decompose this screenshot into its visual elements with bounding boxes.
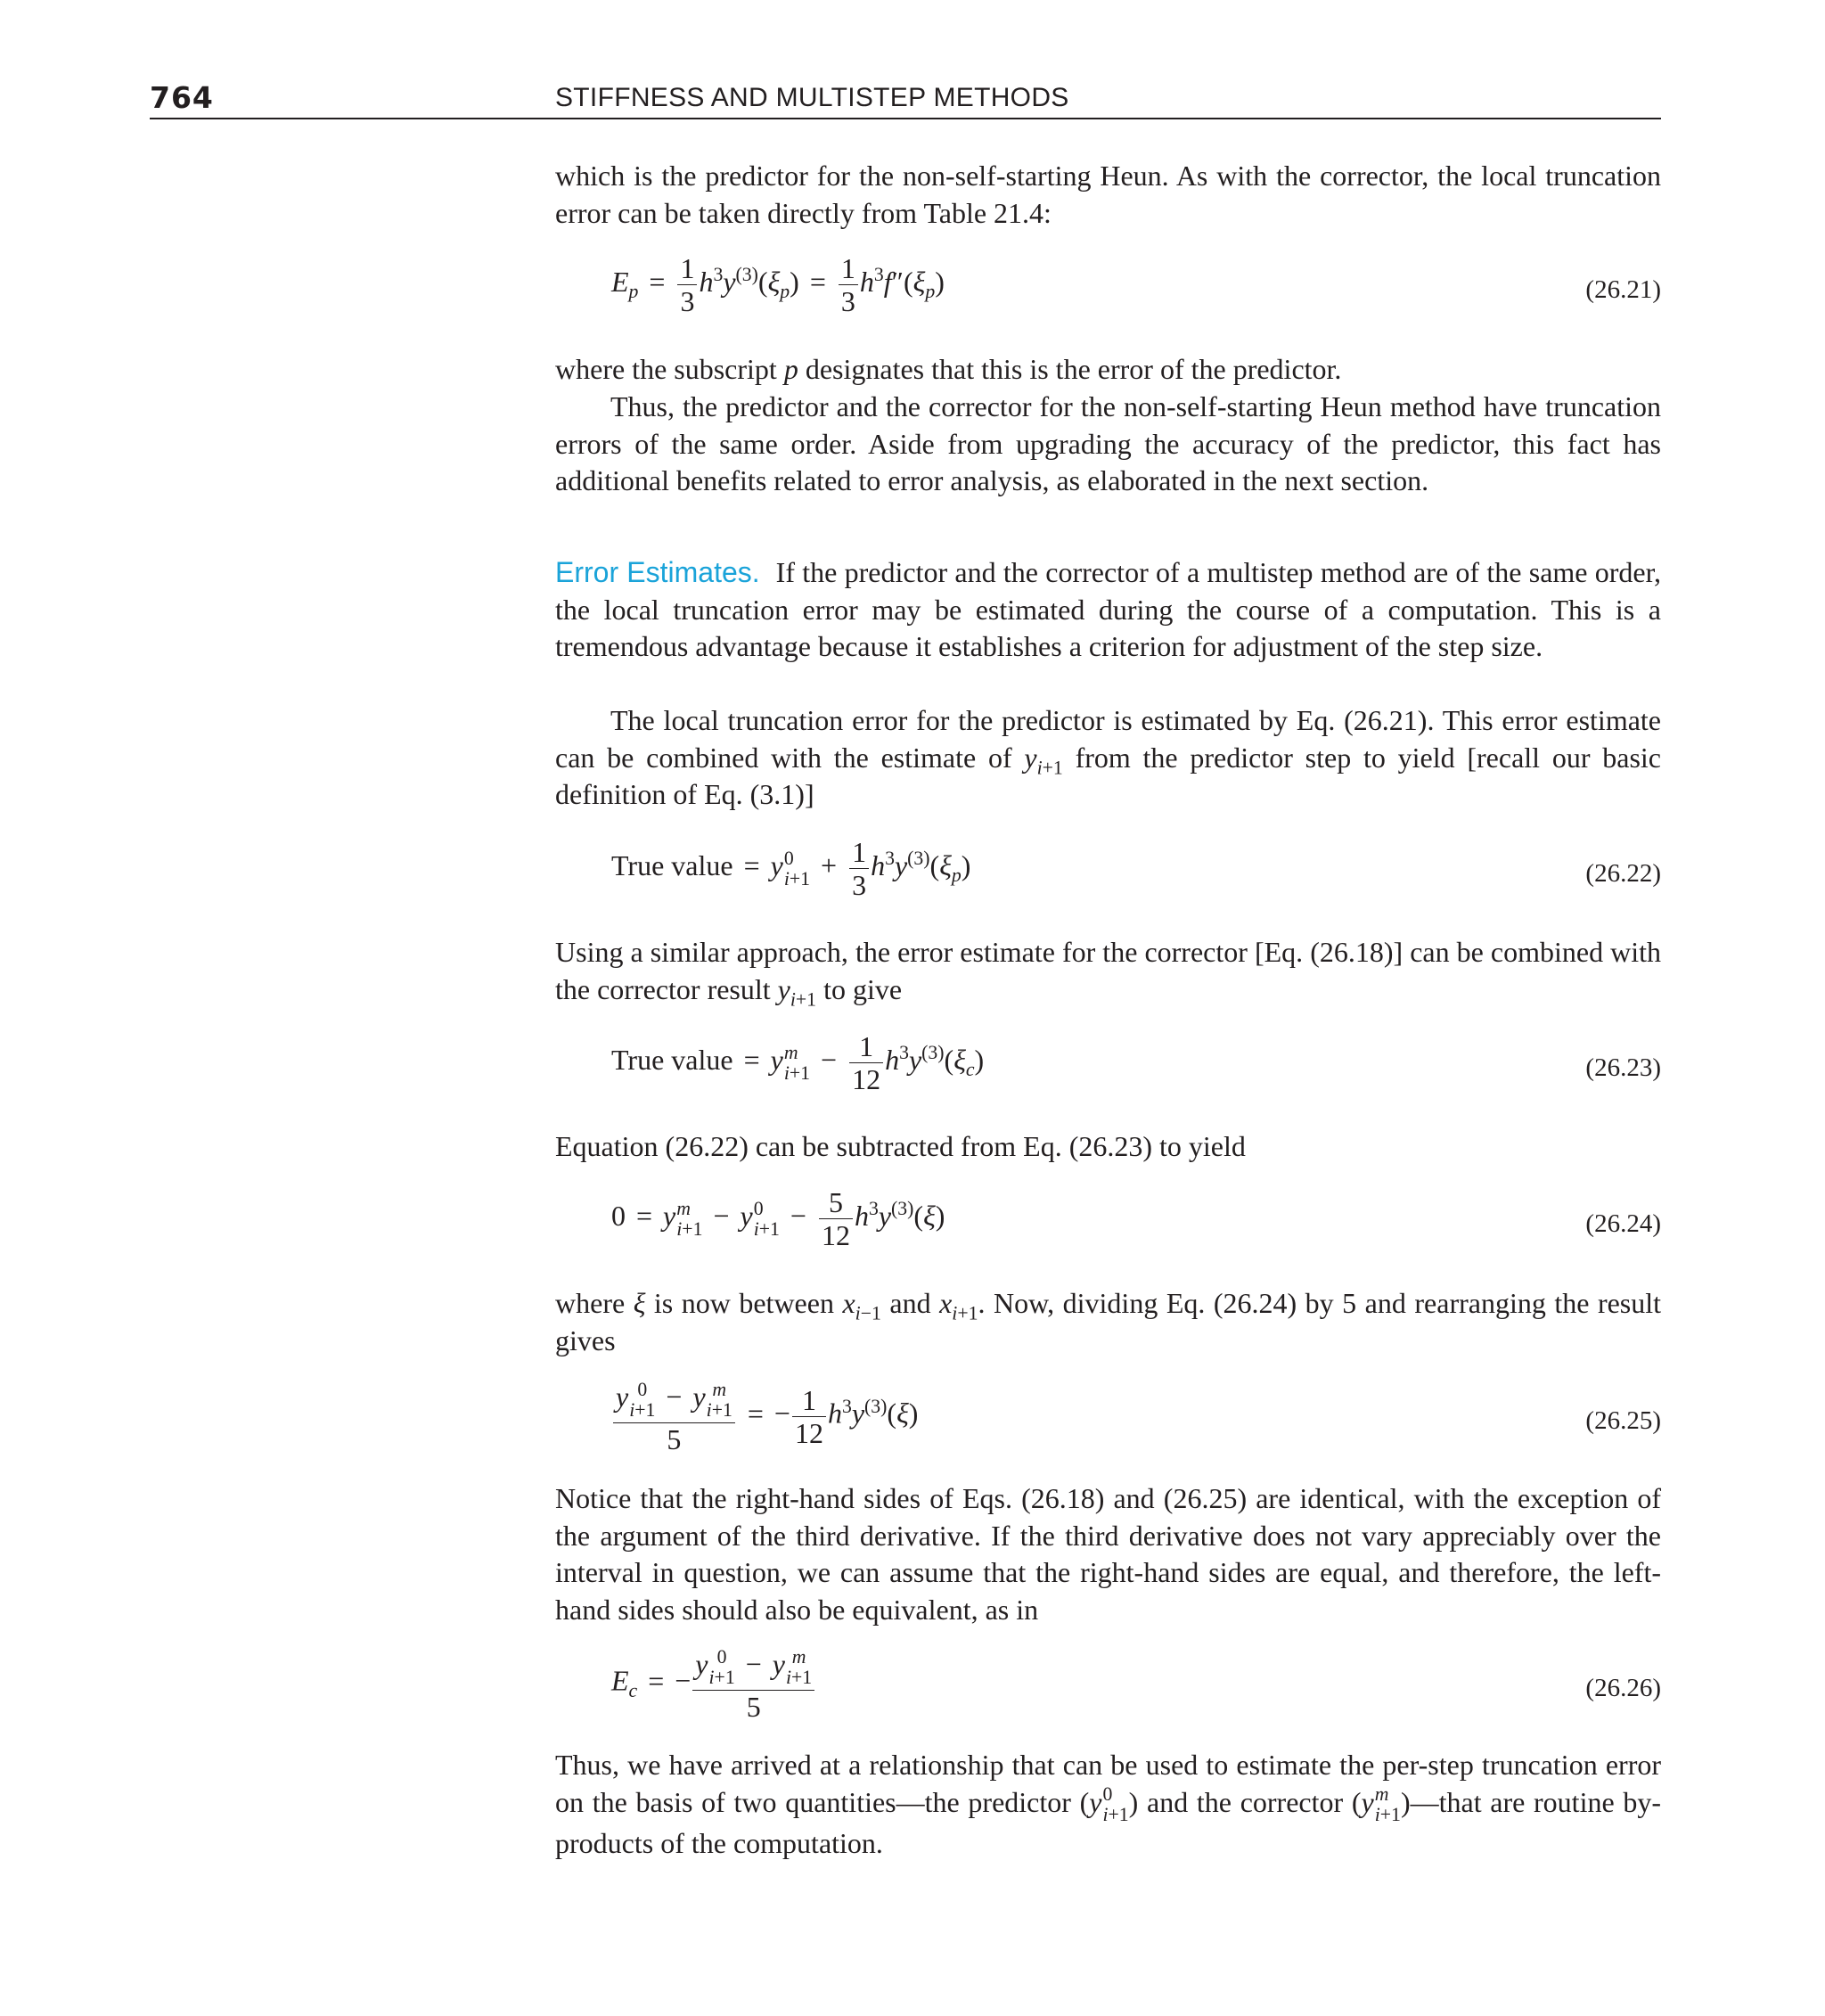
paragraph-2 bbox=[555, 351, 1661, 389]
text-run: where bbox=[555, 1287, 634, 1319]
text-run: . Now, dividing Eq. (26.24) by 5 and rearranging the result gives bbox=[555, 1287, 1662, 1356]
equation-26-25 bbox=[611, 1380, 1661, 1460]
paragraph-4 bbox=[555, 554, 1661, 666]
page-number: 764 bbox=[150, 80, 214, 115]
text-run: and bbox=[880, 1287, 940, 1319]
equation-body: $E_p$ = $\frac{1}{3}$ $h^3y^{(3)}(\xi_p)$ = $\frac{1}{3}$ $h^3f''(\xi_p)$ bbox=[611, 252, 945, 317]
paragraph-1: which is the predictor for the non-self-starting Heun. As with the corrector, the local truncation error can be taken directly from Table 21.4: bbox=[555, 160, 1661, 229]
running-head: STIFFNESS AND MULTISTEP METHODS bbox=[555, 83, 1069, 112]
paragraph-3: Thus, the predictor and the corrector for the non-self-starting Heun method have truncation errors of the same order. Aside from upgrading the accuracy of the predictor, this fact has additional benefits related to error analysis, as elaborated in the next section. bbox=[555, 390, 1661, 496]
equation-26-21 bbox=[611, 254, 1661, 325]
equation-body: 0 = y m i+1 − y 0 i+1 − $\frac{5}{12}$ $h^3y^{(3)}(\xi)$ bbox=[611, 1186, 945, 1251]
text-run: designates that this is the error of the predictor. bbox=[798, 353, 1342, 385]
text-run: The local truncation error for the predictor is estimated by Eq. (26.21). This error estimate can be combined with the estimate of bbox=[555, 704, 1661, 774]
text-run: —that are routine by-products of the computation. bbox=[555, 1785, 1662, 1859]
text-run: is now between bbox=[645, 1287, 843, 1319]
equation-body: True value = y m i+1 − $\frac{1}{12}$ $h^3y^{(3)}(\xi_c)$ bbox=[611, 1030, 985, 1095]
paragraph-7: Equation (26.22) can be subtracted from Eq. (26.23) to yield bbox=[555, 1130, 1246, 1162]
text-run: from the predictor step to yield [recall our basic definition of Eq. (3.1)] bbox=[555, 741, 1662, 810]
paragraph-10: Thus, we have arrived at a relationship that can be used to estimate the per-step truncation error on the basis of two quantities—the predictor (y 0 i+1 ) and the corrector (y m i+1 )—that are routine by-products of the computation. bbox=[555, 1749, 1662, 1859]
paragraph-6: Using a similar approach, the error estimate for the corrector [Eq. (26.18)] can be combined with the corrector result $y_{i+1}$ to give bbox=[555, 936, 1661, 1010]
equation-number: (26.23) bbox=[1585, 1053, 1661, 1082]
text-run: where the subscript bbox=[555, 353, 784, 385]
variable-p: p bbox=[783, 353, 798, 385]
equation-26-24 bbox=[611, 1188, 1661, 1259]
equation-number: (26.25) bbox=[1585, 1406, 1661, 1435]
paragraph-8: where ξ is now between $x_{i-1}$ and $x_{i+1}$. Now, dividing Eq. (26.24) by 5 and rearranging the result gives bbox=[555, 1287, 1662, 1356]
true-value-label: True value bbox=[611, 1043, 733, 1076]
equation-number: (26.24) bbox=[1585, 1209, 1661, 1238]
equation-body: True value = y 0 i+1 + $\frac{1}{3}$ $h^3y^{(3)}(\xi_p)$ bbox=[611, 836, 971, 901]
text-run: and the corrector bbox=[1138, 1785, 1352, 1818]
equation-number: (26.26) bbox=[1585, 1674, 1661, 1702]
equation-26-22 bbox=[611, 838, 1661, 909]
equation-body: y 0 i+1 − y m i+1 5 = − $\frac{1}{12}$ $h^3y^{(3)}(\xi)$ bbox=[611, 1380, 918, 1454]
page-header bbox=[150, 78, 1661, 119]
paragraph-9: Notice that the right-hand sides of Eqs. (26.18) and (26.25) are identical, with the exception of the argument of the third derivative. If the third derivative does not vary appreciably over the interval in question, we can assume that the right-hand sides are equal, and therefore, the left-hand sides should also be equivalent, as in bbox=[555, 1482, 1661, 1626]
text-run: to give bbox=[816, 972, 903, 1005]
text-run: Thus, we have arrived at a relationship that can be used to estimate the per-step truncation error on the basis of two quantities—the predictor bbox=[555, 1749, 1661, 1818]
section-heading: Error Estimates. bbox=[555, 556, 760, 588]
equation-26-23 bbox=[611, 1032, 1661, 1103]
equation-26-26 bbox=[611, 1647, 1661, 1727]
equation-body: $E_c$ = − y 0 i+1 − y m i+1 5 bbox=[611, 1647, 816, 1721]
equation-number: (26.21) bbox=[1585, 275, 1661, 304]
text-run: If the predictor and the corrector of a multistep method are of the same order, the local truncation error may be estimated during the course of a computation. This is a tremendous advantage because it establishes a criterion for adjustment of the step size. bbox=[555, 556, 1662, 662]
equation-number: (26.22) bbox=[1585, 859, 1661, 888]
text-run: Using a similar approach, the error estimate for the corrector [Eq. (26.18)] can be combined with the corrector result bbox=[555, 936, 1661, 1005]
paragraph-5: The local truncation error for the predictor is estimated by Eq. (26.21). This error estimate can be combined with the estimate of $y_{i+1}$ from the predictor step to yield [recall our basic definition of Eq. (3.1)] bbox=[555, 704, 1662, 810]
true-value-label: True value bbox=[611, 848, 733, 881]
